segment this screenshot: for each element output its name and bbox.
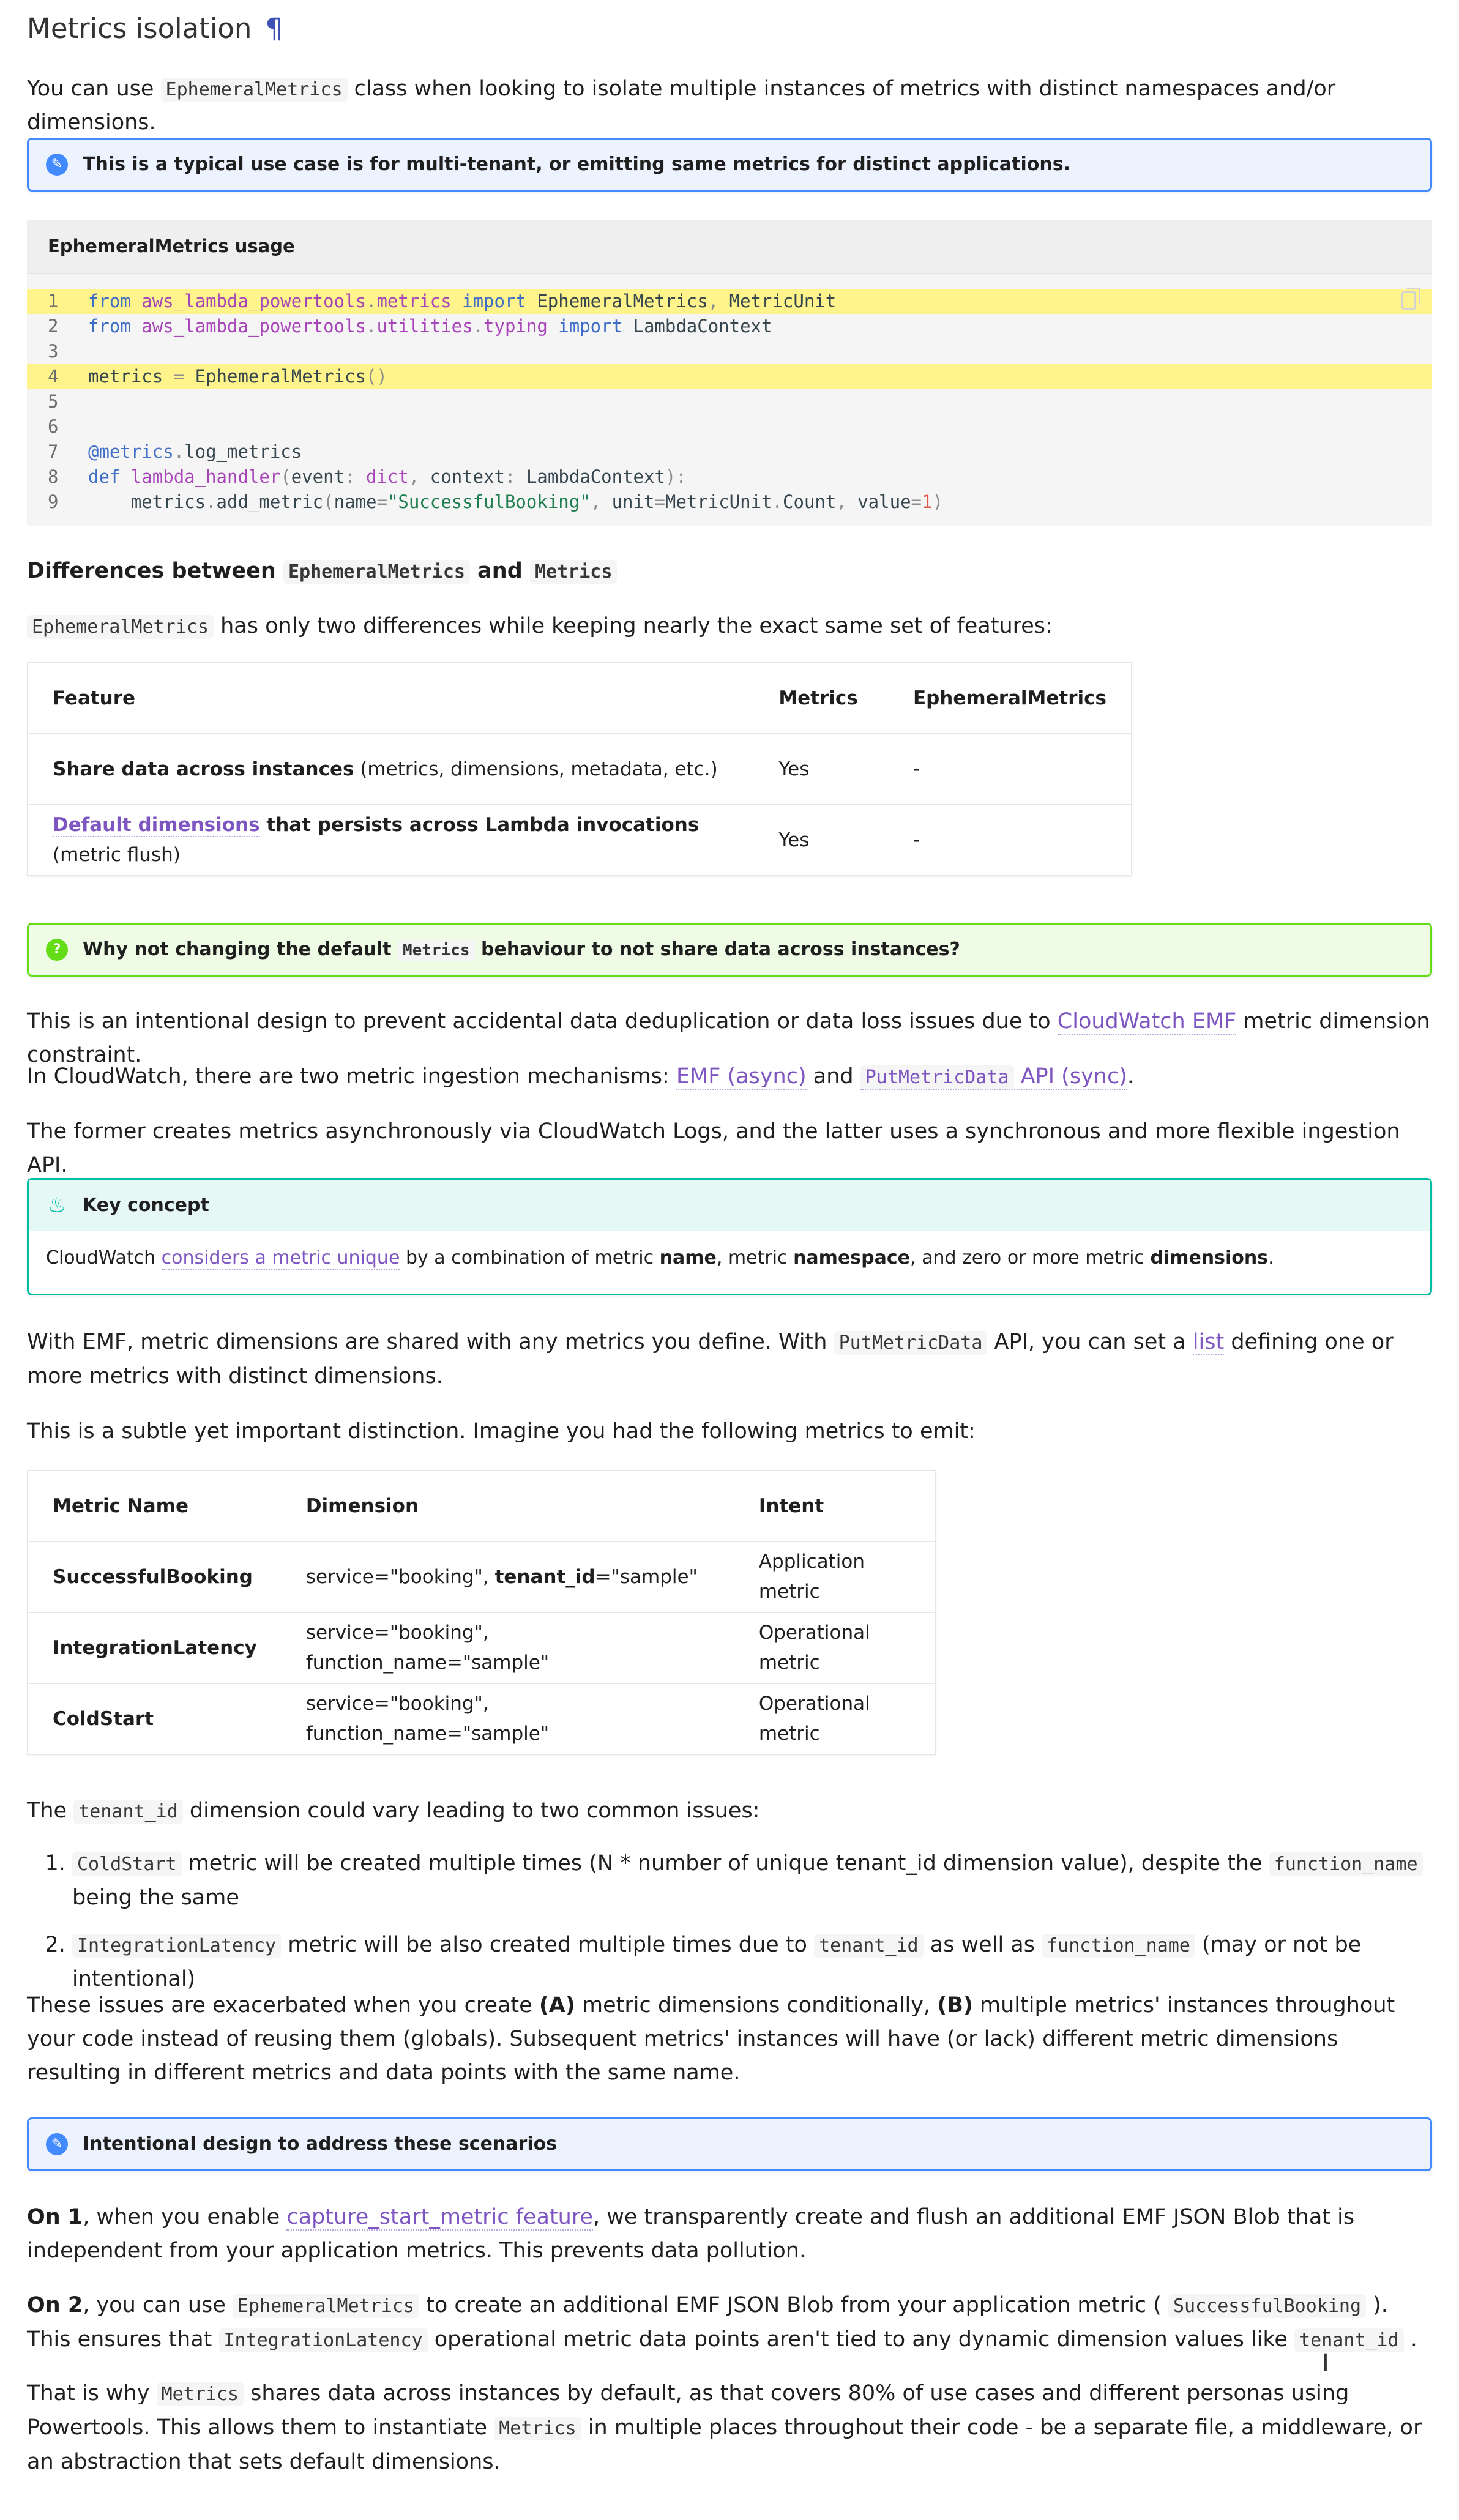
differences-intro: EphemeralMetrics has only two differences while keeping nearly the exact same set of features: xyxy=(27,609,1432,643)
section-title: Metrics isolation xyxy=(27,12,252,45)
paragraph: With EMF, metric dimensions are shared with any metrics you define. With PutMetricData API, you can set a list defining one or more metrics with distinct dimensions. xyxy=(27,1330,1394,1389)
code-line: 9 metrics.add_metric(name="SuccessfulBooking", unit=MetricUnit.Count, value=1) xyxy=(48,491,943,512)
code-example xyxy=(27,220,1432,526)
emf-async-link[interactable]: EMF (async) xyxy=(676,1064,807,1089)
code-title: EphemeralMetrics usage xyxy=(27,220,1432,274)
metrics-table xyxy=(27,1470,936,1755)
list-item: 2. IntegrationLatency metric will be also created multiple times due to tenant_id as well as function_name (may or not be intentional) xyxy=(72,1928,1432,1996)
code-line: 1 from aws_lambda_powertools.metrics import EphemeralMetrics, MetricUnit xyxy=(27,289,1432,314)
list-link[interactable]: list xyxy=(1192,1330,1225,1354)
inline-code: EphemeralMetrics xyxy=(161,78,348,102)
key-concept-body: CloudWatch considers a metric unique by a combination of metric name, metric namespace, and zero or more metric dimensions. xyxy=(46,1247,1274,1269)
features-table xyxy=(27,662,1132,876)
code-line: 2 from aws_lambda_powertools.utilities.typing import LambdaContext xyxy=(48,316,772,337)
paragraph: This is a subtle yet important distinction. Imagine you had the following metrics to emit: xyxy=(27,1419,976,1444)
section-heading xyxy=(27,11,283,47)
copy-icon[interactable] xyxy=(1401,291,1416,310)
code-line: 3 xyxy=(48,341,59,362)
note-title: Intentional design to address these scenarios xyxy=(83,2133,558,2155)
pencil-icon: ✎ xyxy=(46,154,68,176)
note-admonition xyxy=(27,138,1432,192)
paragraph: This is an intentional design to prevent accidental data deduplication or data loss issues due to CloudWatch EMF metric dimension constraint. xyxy=(27,1009,1430,1068)
code-line: 4 metrics = EphemeralMetrics() xyxy=(27,364,1432,389)
list-item: 1. ColdStart metric will be created multiple times (N * number of unique tenant_id dimension value), despite the function_name being the same xyxy=(72,1847,1432,1915)
putmetricdata-link[interactable]: PutMetricData API (sync) xyxy=(860,1064,1127,1090)
paragraph: That is why Metrics shares data across instances by default, as that covers 80% of use cases and different personas using Powertools. This allows them to instantiate Metrics in multiple places throughout their code - be a separate file, a middleware, or an abstraction that sets default dimensions. xyxy=(27,2381,1422,2474)
code-line: 6 xyxy=(48,416,59,437)
paragraph: On 1, when you enable capture_start_metric feature, we transparently create and flush an additional EMF JSON Blob that is independent from your application metrics. This prevents data pollution. xyxy=(27,2205,1355,2263)
paragraph: In CloudWatch, there are two metric ingestion mechanisms: EMF (async) and PutMetricData API (sync). xyxy=(27,1064,1135,1089)
permalink-anchor[interactable]: ¶ xyxy=(265,12,283,45)
question-icon: ? xyxy=(46,939,68,961)
code-body xyxy=(27,274,1432,526)
capture-start-metric-link[interactable]: capture_start_metric feature xyxy=(286,2205,594,2229)
question-admonition[interactable] xyxy=(27,923,1432,977)
code-line: 5 xyxy=(48,391,59,412)
note-admonition xyxy=(27,2117,1432,2171)
key-concept-admonition xyxy=(27,1178,1432,1295)
table-header-row: Feature Metrics EphemeralMetrics xyxy=(53,687,1106,709)
issues-list xyxy=(27,1847,1432,2010)
table-header-row: Metric Name Dimension Intent xyxy=(53,1494,824,1517)
table-row: ColdStart service="booking", function_name="sample" Operational metric xyxy=(28,1683,936,1754)
paragraph: The tenant_id dimension could vary leading to two common issues: xyxy=(27,1799,760,1823)
cloudwatch-emf-link[interactable]: CloudWatch EMF xyxy=(1057,1009,1237,1034)
metric-unique-link[interactable]: considers a metric unique xyxy=(161,1247,400,1269)
table-row: IntegrationLatency service="booking", function_name="sample" Operational metric xyxy=(28,1612,936,1683)
key-concept-title: Key concept xyxy=(83,1195,209,1217)
table-row: SuccessfulBooking service="booking", tenant_id="sample" Application metric xyxy=(28,1541,936,1612)
table-row: Default dimensions that persists across Lambda invocations (metric flush) Yes - xyxy=(28,805,1132,876)
paragraph: The former creates metrics asynchronously via CloudWatch Logs, and the latter uses a synchronous and more flexible ingestion API. xyxy=(27,1119,1400,1178)
differences-heading: Differences between EphemeralMetrics and Metrics xyxy=(27,554,1432,588)
flame-icon: ♨ xyxy=(47,1193,67,1218)
pencil-icon: ✎ xyxy=(46,2133,68,2155)
default-dimensions-link[interactable]: Default dimensions xyxy=(53,814,260,837)
code-line: 8 def lambda_handler(event: dict, context: LambdaContext): xyxy=(48,466,687,487)
paragraph: These issues are exacerbated when you create (A) metric dimensions conditionally, (B) multiple metrics' instances throughout your code instead of reusing them (globals). Subsequent metrics' instances will have (or lack) different metric dimensions resulting in different metrics and data points with the same name. xyxy=(27,1993,1395,2085)
table-row: Share data across instances (metrics, dimensions, metadata, etc.) Yes - xyxy=(28,734,1132,805)
intro-paragraph: You can use EphemeralMetrics class when looking to isolate multiple instances of metrics with distinct namespaces and/or dimensions. xyxy=(27,76,1336,135)
note-title: This is a typical use case is for multi-tenant, or emitting same metrics for distinct applications. xyxy=(83,154,1070,176)
code-line: 7 @metrics.log_metrics xyxy=(48,441,302,462)
text-cursor-icon: I xyxy=(1322,2349,1329,2377)
question-title: Why not changing the default Metrics behaviour to not share data across instances? xyxy=(83,939,960,961)
paragraph: On 2, you can use EphemeralMetrics to create an additional EMF JSON Blob from your application metric ( SuccessfulBooking ). This ensures that IntegrationLatency operational metric data points aren't tied to any dynamic dimension values like tenant_id . xyxy=(27,2293,1417,2352)
